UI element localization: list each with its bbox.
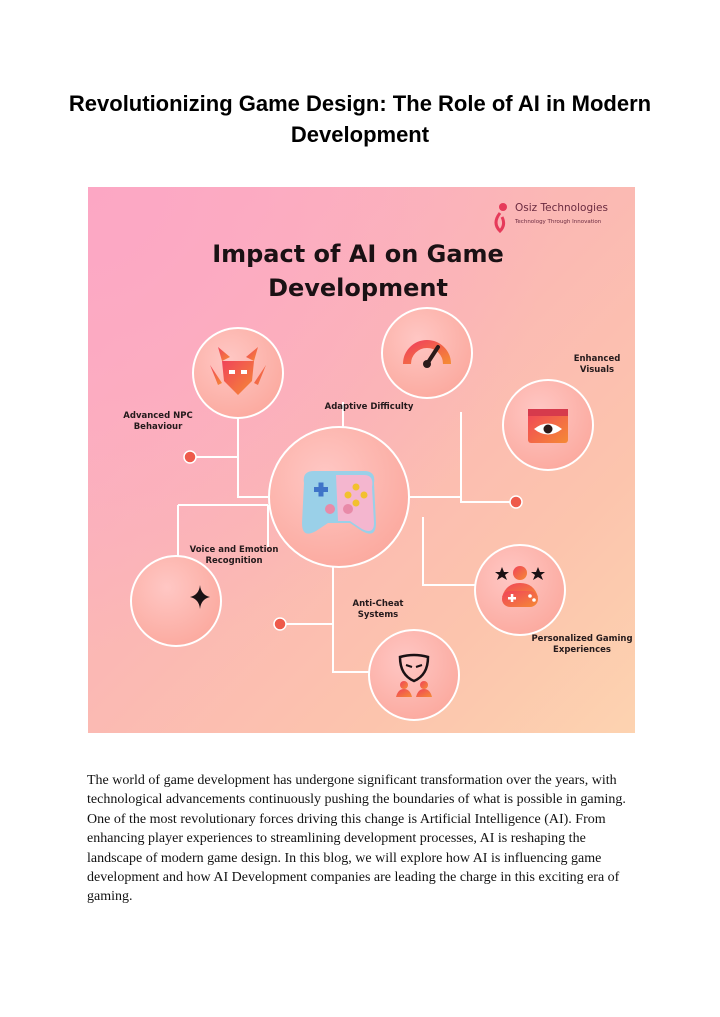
intro-paragraph: The world of game development has undergone significant transformation over the years, with technological advancements continuously pushing the boundaries of what is possible in gaming. One of the most revolutionary forces driving this change is Artificial Intelligence (AI). From enhancing player experiences to streamlining development processes, AI is reshaping the landscape of modern game design. In this blog, we will explore how AI is influencing game development and how AI Development companies are leading the charge in this exciting era of gaming. <box>87 773 626 905</box>
label-voice-emotion: Voice and Emotion Recognition <box>189 545 279 566</box>
eye-window-icon <box>528 409 568 443</box>
label-enhanced-visuals: Enhanced Visuals <box>573 354 621 375</box>
infographic-image <box>88 187 635 733</box>
label-advanced-npc: Advanced NPC Behaviour <box>123 411 193 432</box>
label-anti-cheat: Anti-Cheat Systems <box>352 599 404 620</box>
osiz-logo <box>493 195 623 231</box>
label-adaptive-difficulty: Adaptive Difficulty <box>324 402 414 412</box>
infographic-heading: Impact of AI on Game Development <box>212 240 504 302</box>
logo-name: Osiz Technologies <box>515 202 608 214</box>
page-title: Revolutionizing Game Design: The Role of AI in Modern Development <box>68 91 652 147</box>
logo-tagline: Technology Through Innovation <box>515 219 602 225</box>
label-personalized-gaming: Personalized Gaming Experiences <box>531 634 633 655</box>
